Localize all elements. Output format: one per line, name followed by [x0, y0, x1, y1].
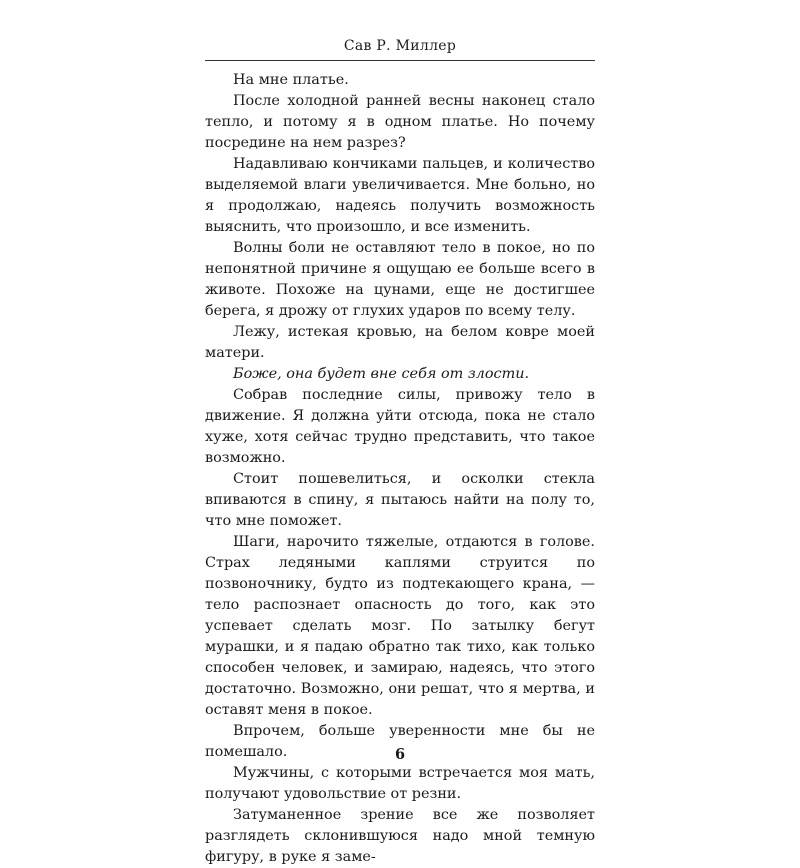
page-number: 6 — [394, 746, 406, 763]
paragraph: После холодной ранней весны наконец стало тепло, и потому я в одном платье. Но почему посредине на нем разрез? — [205, 93, 595, 151]
header-rule — [205, 60, 595, 61]
paragraph: Мужчины, с которыми встречается моя мать, получают удовольствие от резни. — [205, 765, 595, 802]
paragraph: Затуманенное зрение все же позволяет разглядеть склонившуюся надо мной темную фигуру, в руке я заме- — [205, 807, 595, 865]
paragraph-italic-thought: Боже, она будет вне себя от злости. — [233, 366, 530, 382]
paragraph: Впрочем, больше уверенности мне бы не помешало. — [205, 723, 595, 760]
paragraph: Надавливаю кончиками пальцев, и количество выделяемой влаги увеличивается. Мне больно, но я продолжаю, надеясь получить возможность выяснить, что произошло, и все изменить. — [205, 156, 595, 235]
paragraph: Шаги, нарочито тяжелые, отдаются в голове. Страх ледяными каплями струится по позвоночнику, будто из подтекающего крана, — тело распознает опасность до того, как это успевает сделать мозг. По затылку бегут мурашки, и я падаю обратно так тихо, как только способен человек, и замираю, надеясь, что этого достаточно. Возможно, они решат, что я мертва, и оставят меня в покое. — [205, 534, 595, 718]
paragraph: Собрав последние силы, привожу тело в движение. Я должна уйти отсюда, пока не стало хуже, хотя сейчас трудно представить, что такое возможно. — [205, 387, 595, 466]
paragraph: На мне платье. — [233, 72, 349, 88]
running-head-author: Сав Р. Миллер — [343, 38, 457, 54]
paragraph: Стоит пошевелиться, и осколки стекла впиваются в спину, я пытаюсь найти на полу то, что мне поможет. — [205, 471, 595, 529]
paragraph: Лежу, истекая кровью, на белом ковре моей матери. — [205, 324, 595, 361]
paragraph: Волны боли не оставляют тело в покое, но по непонятной причине я ощущаю ее больше всего в животе. Похоже на цунами, еще не достигшее берега, я дрожу от глухих ударов по всему телу. — [205, 240, 595, 319]
